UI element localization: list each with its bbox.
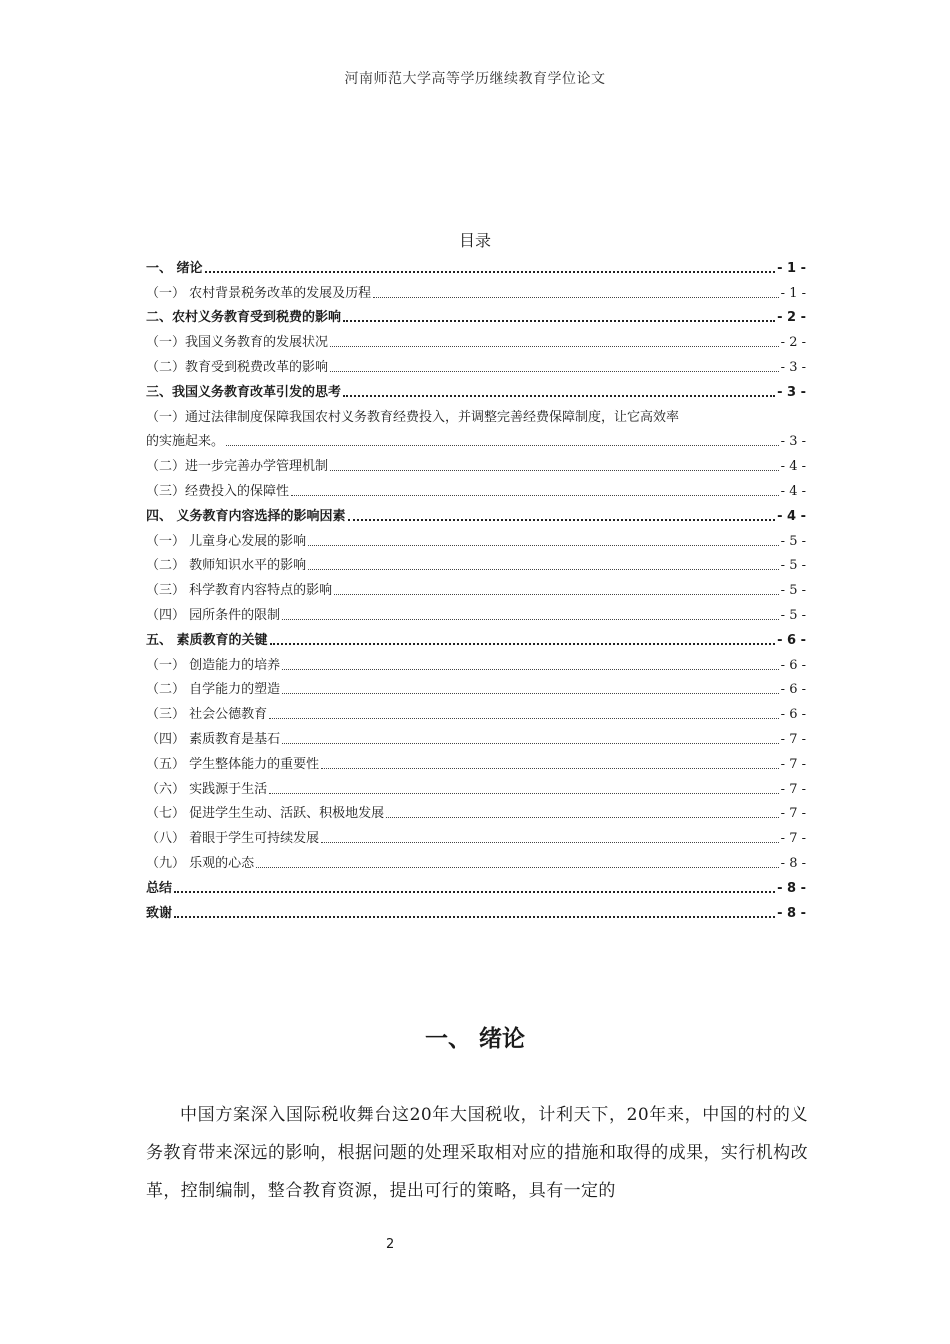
page-number: 2 <box>386 1237 395 1252</box>
toc-entry[interactable] <box>146 873 806 898</box>
toc-entry-text: 致谢 <box>146 905 173 921</box>
toc-leader-dots <box>291 495 779 496</box>
toc-entry-text: （一）通过法律制度保障我国农村义务教育经费投入，并调整完善经费保障制度，让它高效率 <box>146 409 680 425</box>
toc-entry[interactable] <box>146 451 806 476</box>
toc-leader-dots <box>321 768 779 769</box>
toc-entry[interactable] <box>146 675 806 700</box>
toc-entry[interactable] <box>146 799 806 824</box>
toc-entry[interactable] <box>146 749 806 774</box>
toc-entry-page: - 7 - <box>780 756 806 772</box>
toc-entry-text: 总结 <box>146 880 173 896</box>
toc-entry[interactable] <box>146 427 806 452</box>
toc-entry-page: - 4 - <box>780 483 806 499</box>
toc-entry[interactable] <box>146 898 806 923</box>
toc-entry-text: （三） 社会公德教育 <box>146 707 268 723</box>
toc-entry[interactable] <box>146 699 806 724</box>
toc-entry-text: （二） 教师知识水平的影响 <box>146 558 307 574</box>
toc-entry-text: 五、 素质教育的关键 <box>146 632 268 648</box>
toc-leader-dots <box>334 594 779 595</box>
toc-entry-page: - 4 - <box>780 459 806 475</box>
toc-entry[interactable] <box>146 501 806 526</box>
toc-entry[interactable] <box>146 848 806 873</box>
toc-leader-dots <box>308 545 779 546</box>
toc-leader-dots <box>308 569 779 570</box>
running-header: 河南师范大学高等学历继续教育学位论文 <box>344 71 606 87</box>
body-paragraph: 中国方案深入国际税收舞台这20年大国税收，计利天下，20年来，中国的村的义务教育带来深远的影响，根据问题的处理采取相对应的措施和取得的成果，实行机构改革，控制编制，整合教育资源，提出可行的策略，具有一定的 <box>146 1105 808 1201</box>
toc-leader-dots <box>174 891 775 893</box>
toc-entry-text: （四） 园所条件的限制 <box>146 607 281 623</box>
toc-entry[interactable] <box>146 551 806 576</box>
toc-entry-page: - 1 - <box>780 285 806 301</box>
toc-entry-page: - 8 - <box>780 855 806 871</box>
toc-leader-dots <box>269 793 779 794</box>
toc-entry-text: （二） 自学能力的塑造 <box>146 682 281 698</box>
toc-entry-text: （一）我国义务教育的发展状况 <box>146 335 329 351</box>
toc-entry-page: - 6 - <box>780 682 806 698</box>
toc-entry[interactable] <box>146 774 806 799</box>
toc-entry-page: - 3 - <box>777 384 806 400</box>
toc-leader-dots <box>270 643 776 645</box>
toc-entry-page: - 8 - <box>777 905 806 921</box>
toc-entry-page: - 5 - <box>780 533 806 549</box>
toc-leader-dots <box>343 395 775 397</box>
toc-leader-dots <box>226 445 779 446</box>
toc-leader-dots <box>282 693 779 694</box>
toc-entry-page: - 6 - <box>780 657 806 673</box>
toc-entry-page: - 5 - <box>780 607 806 623</box>
toc-entry[interactable] <box>146 600 806 625</box>
toc-leader-dots <box>282 669 779 670</box>
toc-entry-page: - 5 - <box>780 583 806 599</box>
toc-entry[interactable] <box>146 402 806 427</box>
toc-entry[interactable] <box>146 823 806 848</box>
toc-entry-page: - 7 - <box>780 781 806 797</box>
toc-entry-text: （八） 着眼于学生可持续发展 <box>146 831 320 847</box>
section-heading: 一、 绪论 <box>424 1026 525 1052</box>
toc-entry-page: - 8 - <box>777 880 806 896</box>
toc-entry-text: （二）进一步完善办学管理机制 <box>146 459 329 475</box>
toc-entry-page: - 1 - <box>777 260 806 276</box>
table-of-contents <box>146 253 806 923</box>
toc-entry[interactable] <box>146 303 806 328</box>
toc-leader-dots <box>282 743 779 744</box>
toc-entry-page: - 7 - <box>780 831 806 847</box>
toc-entry-page: - 6 - <box>780 707 806 723</box>
toc-entry-text: （五） 学生整体能力的重要性 <box>146 756 320 772</box>
toc-leader-dots <box>386 817 779 818</box>
toc-entry-page: - 5 - <box>780 558 806 574</box>
toc-entry-text: 一、 绪论 <box>146 260 203 276</box>
toc-entry-text: 二、农村义务教育受到税费的影响 <box>146 310 342 326</box>
toc-entry[interactable] <box>146 327 806 352</box>
toc-entry-page: - 3 - <box>780 434 806 450</box>
toc-entry-page: - 3 - <box>780 359 806 375</box>
toc-entry-text: （六） 实践源于生活 <box>146 781 268 797</box>
toc-entry[interactable] <box>146 575 806 600</box>
toc-entry[interactable] <box>146 650 806 675</box>
toc-leader-dots <box>373 297 779 298</box>
toc-entry-text: （九） 乐观的心态 <box>146 855 255 871</box>
toc-entry[interactable] <box>146 377 806 402</box>
toc-entry[interactable] <box>146 625 806 650</box>
toc-entry-text: （四） 素质教育是基石 <box>146 731 281 747</box>
toc-entry[interactable] <box>146 724 806 749</box>
toc-entry[interactable] <box>146 253 806 278</box>
toc-entry-text: （一） 创造能力的培养 <box>146 657 281 673</box>
toc-leader-dots <box>269 718 779 719</box>
toc-entry-page: - 2 - <box>780 335 806 351</box>
toc-entry-page: - 7 - <box>780 731 806 747</box>
toc-entry-text: 的实施起来。 <box>146 434 225 450</box>
toc-entry[interactable] <box>146 526 806 551</box>
toc-entry-text: （一） 农村背景税务改革的发展及历程 <box>146 285 372 301</box>
toc-leader-dots <box>256 867 779 868</box>
toc-leader-dots <box>174 916 775 918</box>
toc-entry-text: （三）经费投入的保障性 <box>146 483 290 499</box>
toc-leader-dots <box>330 470 779 471</box>
toc-entry-page: - 2 - <box>777 310 806 326</box>
toc-leader-dots <box>348 519 776 521</box>
toc-entry[interactable] <box>146 352 806 377</box>
toc-leader-dots <box>321 842 779 843</box>
toc-entry[interactable] <box>146 476 806 501</box>
toc-entry-page: - 4 - <box>777 508 806 524</box>
toc-entry[interactable] <box>146 278 806 303</box>
toc-title: 目录 <box>458 231 491 250</box>
toc-leader-dots <box>282 619 779 620</box>
toc-entry-text: （二）教育受到税费改革的影响 <box>146 359 329 375</box>
toc-leader-dots <box>343 320 775 322</box>
toc-leader-dots <box>205 271 776 273</box>
toc-leader-dots <box>330 371 779 372</box>
toc-entry-text: （三） 科学教育内容特点的影响 <box>146 583 333 599</box>
toc-entry-text: （七） 促进学生生动、活跃、积极地发展 <box>146 806 385 822</box>
toc-entry-text: 四、 义务教育内容选择的影响因素 <box>146 508 346 524</box>
toc-entry-page: - 6 - <box>777 632 806 648</box>
toc-entry-text: （一） 儿童身心发展的影响 <box>146 533 307 549</box>
toc-entry-text: 三、我国义务教育改革引发的思考 <box>146 384 342 400</box>
toc-leader-dots <box>330 346 779 347</box>
toc-entry-page: - 7 - <box>780 806 806 822</box>
